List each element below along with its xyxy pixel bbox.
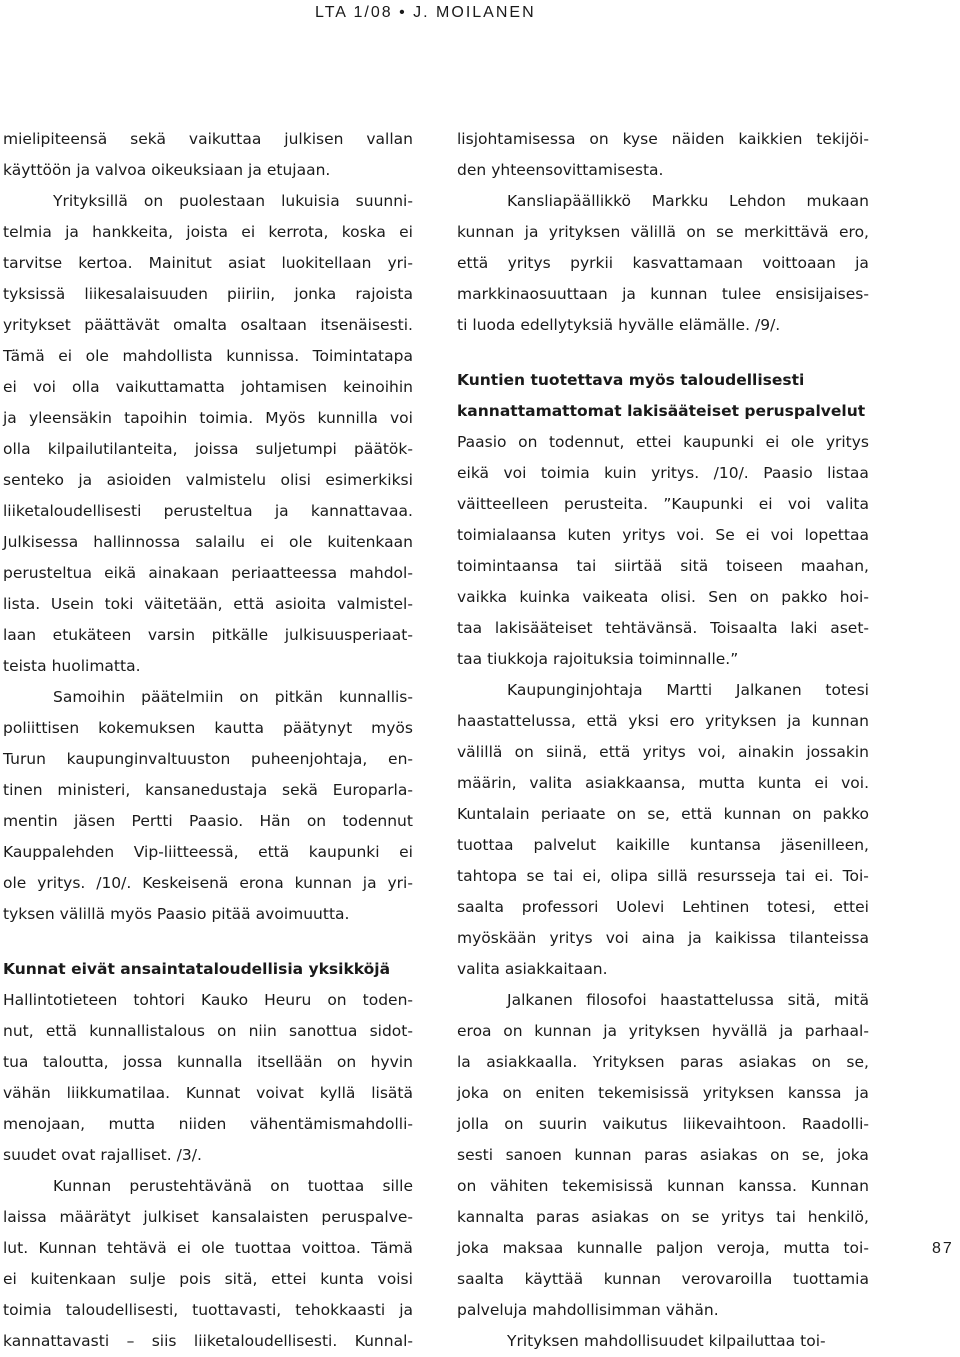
text-line: joka on eniten tekemisissä yrityksen kanssa ja xyxy=(457,1084,869,1102)
text-line: laissa määrätyt julkiset kansalaisten peruspalve- xyxy=(3,1208,413,1226)
text-line: lut. Kunnan tehtävä ei ole tuottaa voittoa. Tämä xyxy=(3,1239,413,1257)
text-line: kunnan ja yrityksen välillä on se merkittävä ero, xyxy=(457,223,869,241)
text-line: markkinaosuuttaan ja kunnan tulee ensisijaises- xyxy=(457,285,869,303)
text-line: vaikka kuinka vaikeata olisi. Sen on pakko hoi- xyxy=(457,588,869,606)
text-line: ole yritys. /10/. Keskeisenä erona kunnan ja yri- xyxy=(3,874,413,892)
left-column xyxy=(3,124,413,1357)
text-line: sesti sanoen kunnan paras asiakas on se, joka xyxy=(457,1146,869,1164)
text-line: Kansliapäällikkö Markku Lehdon mukaan xyxy=(507,192,869,210)
text-line: den yhteensovittamisesta. xyxy=(457,161,664,179)
text-line: mielipiteensä sekä vaikuttaa julkisen vallan xyxy=(3,130,413,148)
section-heading: kannattamattomat lakisääteiset peruspalvelut xyxy=(457,402,866,420)
text-line: ei kuitenkaan sulje pois sitä, ettei kunta voisi xyxy=(3,1270,413,1288)
section-gap xyxy=(3,930,413,954)
text-line: liiketaloudellisesti perusteltua ja kannattavaa. xyxy=(3,502,413,520)
text-line: lisjohtamisessa on kyse näiden kaikkien tekijöi- xyxy=(457,130,869,148)
text-line: taa tiukkoja rajoituksia toiminnalle.” xyxy=(457,650,739,668)
text-line: eikä voi toimia kuin yritys. /10/. Paasio listaa xyxy=(457,464,869,482)
text-line: tahtopa se tai ei, olipa sillä resursseja tai ei. Toi- xyxy=(457,867,869,885)
running-header xyxy=(0,0,960,30)
running-head-text: LTA 1/08 • J. MOILANEN xyxy=(315,4,536,21)
text-line: telmia ja hankkeita, joista ei kerrota, koska ei xyxy=(3,223,413,241)
text-line: saalta professori Uolevi Lehtinen totesi, ettei xyxy=(457,898,869,916)
text-line: Samoihin päätelmiin on pitkän kunnallis- xyxy=(53,688,413,706)
text-line: Turun kaupunginvaltuuston puheenjohtaja, en- xyxy=(3,750,413,768)
text-line: tua taloutta, jossa kunnalla itsellään on hyvin xyxy=(3,1053,413,1071)
text-line: Kauppalehden Vip-liitteessä, että kaupunki ei xyxy=(3,843,413,861)
text-line: toimialaansa kuten yritys voi. Se ei voi lopettaa xyxy=(457,526,869,544)
text-line: perusteltua eikä ainakaan periaatteessa mahdol- xyxy=(3,564,413,582)
text-line: teista huolimatta. xyxy=(3,657,141,675)
text-line: tarvitse kertoa. Mainitut asiat luokitellaan yri- xyxy=(3,254,413,272)
text-line: lista. Usein toki väitetään, että asioita valmistel- xyxy=(3,595,413,613)
text-line: on vähiten tekemisissä kunnan kanssa. Kunnan xyxy=(457,1177,869,1195)
text-line: saalta käyttää kunnan verovaroilla tuottamia xyxy=(457,1270,869,1288)
text-line: tinen ministeri, kansanedustaja sekä Europarla- xyxy=(3,781,413,799)
text-line: joka maksaa kunnalle paljon veroja, mutta toi- xyxy=(457,1239,869,1257)
text-line: nut, että kunnallistalous on niin sanottua sidot- xyxy=(3,1022,413,1040)
text-line: suudet ovat rajalliset. /3/. xyxy=(3,1146,202,1164)
text-line: haastattelussa, että yksi ero yrityksen ja kunnan xyxy=(457,712,869,730)
text-line: ei voi olla vaikuttamatta johtamisen keinoihin xyxy=(3,378,413,396)
text-line: tyksen välillä myös Paasio pitää avoimuutta. xyxy=(3,905,350,923)
section-gap xyxy=(457,341,869,365)
text-line: määrin, valita asiakkaansa, mutta kunta ei voi. xyxy=(457,774,869,792)
text-line: eroa on kunnan ja yrityksen hyvällä ja parhaal- xyxy=(457,1022,869,1040)
text-line: Hallintotieteen tohtori Kauko Heuru on toden- xyxy=(3,991,413,1009)
text-line: Julkisessa hallinnossa salailu ei ole kuitenkaan xyxy=(3,533,413,551)
text-line: Kaupunginjohtaja Martti Jalkanen totesi xyxy=(507,681,869,699)
text-line: ja yleensäkin tapoihin toimia. Myös kunnilla voi xyxy=(3,409,413,427)
text-line: Kunnan perustehtävänä on tuottaa sille xyxy=(53,1177,413,1195)
text-line: ti luoda edellytyksiä hyvälle elämälle. /9/. xyxy=(457,316,781,334)
text-line: palveluja mahdollisimman vähän. xyxy=(457,1301,719,1319)
text-line: toimintaansa tai siirtää sitä toiseen maahan, xyxy=(457,557,869,575)
text-line: poliittisen kokemuksen kautta päätynyt myös xyxy=(3,719,413,737)
text-line: kannalta paras asiakas on se yritys tai henkilö, xyxy=(457,1208,869,1226)
page-number: 87 xyxy=(932,1240,954,1257)
text-line: käyttöön ja valvoa oikeuksiaan ja etujaan. xyxy=(3,161,331,179)
text-line: la asiakkaalla. Yrityksen paras asiakas on se, xyxy=(457,1053,869,1071)
text-line: tuottaa palvelut kaikille kuntansa jäsenilleen, xyxy=(457,836,869,854)
text-line: myöskään yritys voi aina ja kaikissa tilanteissa xyxy=(457,929,869,947)
text-line: menojaan, mutta niiden vähentämismahdolli- xyxy=(3,1115,413,1133)
text-line: laan etukäteen varsin pitkälle julkisuusperiaat- xyxy=(3,626,413,644)
text-line: Jalkanen filosofoi haastattelussa sitä, mitä xyxy=(507,991,869,1009)
section-heading: Kunnat eivät ansaintataloudellisia yksikköjä xyxy=(3,960,391,978)
text-line: kannattavasti – siis liiketaloudellisesti. Kunnal- xyxy=(3,1332,413,1350)
text-line: jolla on suurin vaikutus liikevaihtoon. Raadolli- xyxy=(457,1115,869,1133)
right-column xyxy=(457,124,869,1357)
section-heading: Kuntien tuotettava myös taloudellisesti xyxy=(457,371,805,389)
text-line: väitteelleen perusteita. ”Kaupunki ei voi valita xyxy=(457,495,869,513)
text-line: valita asiakkaitaan. xyxy=(457,960,608,978)
text-line: Yrityksillä on puolestaan lukuisia suunni- xyxy=(53,192,413,210)
text-line: olla kilpailutilanteita, joissa suljetumpi päätök- xyxy=(3,440,413,458)
text-line: Paasio on todennut, ettei kaupunki ei ole yritys xyxy=(457,433,869,451)
text-line: tyksissä liikesalaisuuden piiriin, jonka rajoista xyxy=(3,285,413,303)
text-line: Kuntalain periaate on se, että kunnan on pakko xyxy=(457,805,869,823)
text-line: taa lakisääteiset tehtävänsä. Toisaalta laki aset- xyxy=(457,619,869,637)
text-line: senteko ja asioiden valmistelu olisi esimerkiksi xyxy=(3,471,413,489)
text-line: mentin jäsen Pertti Paasio. Hän on todennut xyxy=(3,812,413,830)
text-line: toimia taloudellisesti, tuottavasti, tehokkaasti ja xyxy=(3,1301,413,1319)
text-line: välillä on siinä, että yritys voi, ainakin jossakin xyxy=(457,743,869,761)
text-line: että yritys pyrkii kasvattamaan voittoaan ja xyxy=(457,254,869,272)
text-line: Yrityksen mahdollisuudet kilpailuttaa toi- xyxy=(507,1332,826,1350)
text-line: yritykset päättävät omalta osaltaan itsenäisesti. xyxy=(3,316,413,334)
text-line: Tämä ei ole mahdollista kunnissa. Toimintatapa xyxy=(3,347,413,365)
text-line: vähän liikkumatilaa. Kunnat voivat kyllä lisätä xyxy=(3,1084,413,1102)
